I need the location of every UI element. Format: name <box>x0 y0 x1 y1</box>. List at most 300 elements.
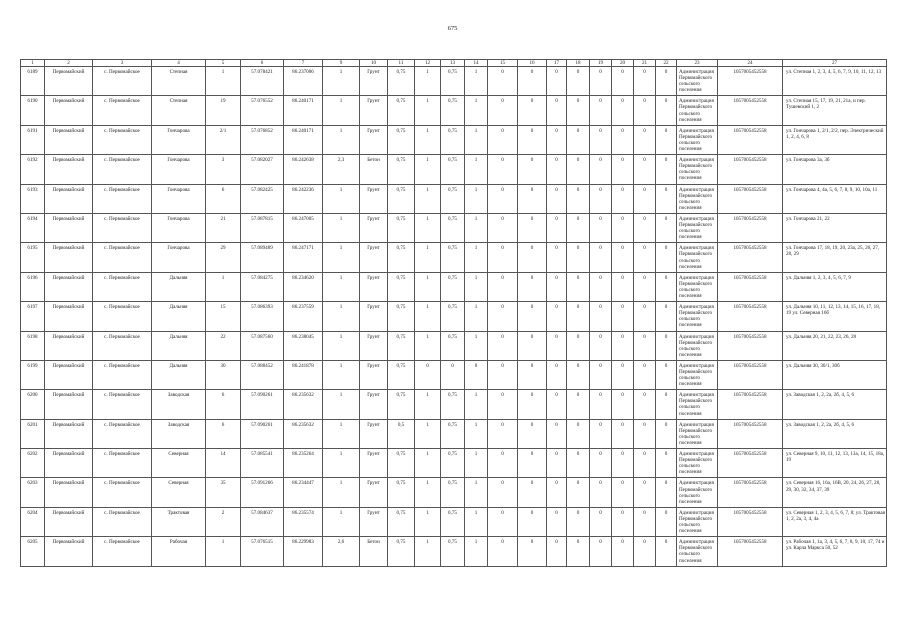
cell-col-15: 0 <box>488 331 518 360</box>
column-header-14: 14 <box>465 60 488 67</box>
cell-col-17: 0 <box>547 390 567 419</box>
cell-col-16: 0 <box>518 155 547 184</box>
cell-col-20: 0 <box>612 390 634 419</box>
cell-col-13: 0,75 <box>441 419 465 448</box>
cell-col-16: 0 <box>518 537 547 566</box>
cell-col-2: Первомайский <box>45 390 93 419</box>
cell-col-14: 0 <box>465 360 488 389</box>
cell-col-22: 0 <box>656 507 677 536</box>
cell-col-2: Первомайский <box>45 184 93 213</box>
cell-col-23: Администрация Первомайского сельского поселения <box>677 184 718 213</box>
cell-col-6: 57.087560 <box>241 331 284 360</box>
cell-col-6: 57.091266 <box>241 478 284 507</box>
cell-col-19: 0 <box>590 272 612 301</box>
cell-col-11: 0,75 <box>388 213 415 242</box>
table-row <box>21 155 887 184</box>
cell-col-10: Грунт <box>360 243 388 272</box>
cell-col-21: 0 <box>634 478 656 507</box>
cell-col-20: 0 <box>612 67 634 96</box>
cell-col-23: Администрация Первомайского сельского поселения <box>677 390 718 419</box>
cell-col-12: 1 <box>415 155 441 184</box>
cell-col-14: 1 <box>465 213 488 242</box>
cell-col-15: 0 <box>488 272 518 301</box>
cell-col-21: 0 <box>634 390 656 419</box>
cell-col-27: ул. Степная 15, 17, 19, 21, 21а, и пер. Тушевский 1, 2 <box>783 96 887 125</box>
cell-col-18: 0 <box>567 155 590 184</box>
cell-col-4: Трактовая <box>152 507 206 536</box>
cell-col-21: 0 <box>634 360 656 389</box>
cell-col-24: 1057005452558 <box>718 184 783 213</box>
cell-col-19: 0 <box>590 125 612 154</box>
cell-col-18: 0 <box>567 449 590 478</box>
cell-col-12: 1 <box>415 507 441 536</box>
cell-col-18: 0 <box>567 302 590 331</box>
cell-col-4: Гончарова <box>152 125 206 154</box>
cell-col-21: 0 <box>634 272 656 301</box>
cell-col-13: 0,75 <box>441 272 465 301</box>
column-header-11: 11 <box>388 60 415 67</box>
table-row <box>21 213 887 242</box>
cell-col-20: 0 <box>612 184 634 213</box>
cell-col-5: 6 <box>206 184 241 213</box>
table-row <box>21 507 887 536</box>
cell-col-24: 1057005452558 <box>718 507 783 536</box>
cell-col-21: 0 <box>634 507 656 536</box>
cell-col-21: 0 <box>634 243 656 272</box>
cell-col-14: 1 <box>465 184 488 213</box>
cell-col-27: ул. Дальняя 1, 2, 3, 4, 5, 6, 7, 9 <box>783 272 887 301</box>
cell-col-27: ул. Заводская 1, 2, 2а, 2б, 4, 5, 6 <box>783 419 887 448</box>
column-header-12: 12 <box>415 60 441 67</box>
cell-col-18: 0 <box>567 213 590 242</box>
cell-col-1: 6195 <box>21 243 45 272</box>
cell-col-15: 0 <box>488 184 518 213</box>
column-header-1: 1 <box>21 60 45 67</box>
cell-col-19: 0 <box>590 302 612 331</box>
cell-col-10: Грунт <box>360 331 388 360</box>
cell-col-5: 2 <box>206 507 241 536</box>
cell-col-3: с. Первомайское <box>93 478 152 507</box>
cell-col-5: 1 <box>206 67 241 96</box>
cell-col-9: 1 <box>323 184 360 213</box>
cell-col-7: 86.242236 <box>284 184 323 213</box>
cell-col-4: Гончарова <box>152 155 206 184</box>
cell-col-27: ул. Северная 16, 16а, 16В, 20, 24, 26, 27, 28, 29, 30, 32, 34, 37, 39 <box>783 478 887 507</box>
cell-col-13: 0,75 <box>441 390 465 419</box>
cell-col-7: 86.234447 <box>284 478 323 507</box>
cell-col-23: Администрация Первомайского сельского поселения <box>677 449 718 478</box>
cell-col-22: 0 <box>656 67 677 96</box>
table-body <box>21 67 887 567</box>
cell-col-15: 0 <box>488 302 518 331</box>
column-header-19: 19 <box>590 60 612 67</box>
cell-col-12: 1 <box>415 125 441 154</box>
cell-col-22: 0 <box>656 302 677 331</box>
cell-col-18: 0 <box>567 67 590 96</box>
cell-col-23: Администрация Первомайского сельского поселения <box>677 96 718 125</box>
cell-col-7: 86.247005 <box>284 213 323 242</box>
cell-col-5: 6 <box>206 390 241 419</box>
cell-col-4: Гончарова <box>152 184 206 213</box>
cell-col-12: 1 <box>415 184 441 213</box>
cell-col-24: 1057005452558 <box>718 360 783 389</box>
cell-col-18: 0 <box>567 184 590 213</box>
cell-col-10: Грунт <box>360 125 388 154</box>
table-row <box>21 478 887 507</box>
cell-col-14: 1 <box>465 243 488 272</box>
cell-col-23: Администрация Первомайского сельского поселения <box>677 155 718 184</box>
column-header-7: 7 <box>284 60 323 67</box>
table-row <box>21 302 887 331</box>
cell-col-19: 0 <box>590 419 612 448</box>
cell-col-13: 0,75 <box>441 507 465 536</box>
cell-col-23: Администрация Первомайского сельского поселения <box>677 67 718 96</box>
cell-col-12: 1 <box>415 67 441 96</box>
cell-col-13: 0,75 <box>441 243 465 272</box>
cell-col-13: 0,75 <box>441 96 465 125</box>
cell-col-2: Первомайский <box>45 360 93 389</box>
cell-col-16: 0 <box>518 507 547 536</box>
cell-col-14: 1 <box>465 125 488 154</box>
column-header-20: 20 <box>612 60 634 67</box>
cell-col-1: 6202 <box>21 449 45 478</box>
cell-col-4: Дальняя <box>152 272 206 301</box>
cell-col-1: 6204 <box>21 507 45 536</box>
cell-col-2: Первомайский <box>45 478 93 507</box>
cell-col-4: Рабочая <box>152 537 206 566</box>
table-row <box>21 360 887 389</box>
cell-col-12: 1 <box>415 537 441 566</box>
column-header-18: 18 <box>567 60 590 67</box>
cell-col-7: 86.240171 <box>284 96 323 125</box>
cell-col-6: 57.076515 <box>241 537 284 566</box>
cell-col-10: Грунт <box>360 213 388 242</box>
cell-col-14: 1 <box>465 507 488 536</box>
cell-col-14: 1 <box>465 331 488 360</box>
cell-col-27: ул. Гончарова 17, 18, 19, 20, 23а, 25, 26, 27, 28, 29 <box>783 243 887 272</box>
cell-col-5: 1 <box>206 272 241 301</box>
cell-col-15: 0 <box>488 243 518 272</box>
cell-col-23: Администрация Первомайского сельского поселения <box>677 537 718 566</box>
cell-col-14: 1 <box>465 478 488 507</box>
cell-col-3: с. Первомайское <box>93 243 152 272</box>
cell-col-4: Степная <box>152 67 206 96</box>
cell-col-17: 0 <box>547 331 567 360</box>
cell-col-23: Администрация Первомайского сельского поселения <box>677 213 718 242</box>
cell-col-11: 0,75 <box>388 478 415 507</box>
cell-col-5: 22 <box>206 331 241 360</box>
cell-col-21: 0 <box>634 419 656 448</box>
cell-col-16: 0 <box>518 419 547 448</box>
cell-col-3: с. Первомайское <box>93 96 152 125</box>
cell-col-3: с. Первомайское <box>93 419 152 448</box>
cell-col-19: 0 <box>590 184 612 213</box>
cell-col-11: 0,75 <box>388 96 415 125</box>
cell-col-23: Администрация Первомайского сельского поселения <box>677 360 718 389</box>
cell-col-15: 0 <box>488 360 518 389</box>
cell-col-10: Грунт <box>360 302 388 331</box>
cell-col-14: 1 <box>465 449 488 478</box>
cell-col-27: ул. Северная 1, 2, 3, 4, 5, 6, 7, 8; ул. Трактовая 1, 2, 2а, 3, 4, 4а <box>783 507 887 536</box>
cell-col-19: 0 <box>590 390 612 419</box>
cell-col-22: 0 <box>656 96 677 125</box>
cell-col-16: 0 <box>518 360 547 389</box>
cell-col-20: 0 <box>612 419 634 448</box>
cell-col-22: 0 <box>656 243 677 272</box>
cell-col-11: 0,75 <box>388 125 415 154</box>
cell-col-3: с. Первомайское <box>93 184 152 213</box>
cell-col-16: 0 <box>518 96 547 125</box>
cell-col-6: 57.082425 <box>241 184 284 213</box>
cell-col-21: 0 <box>634 184 656 213</box>
cell-col-7: 86.235632 <box>284 419 323 448</box>
cell-col-16: 0 <box>518 243 547 272</box>
cell-col-10: Грунт <box>360 478 388 507</box>
cell-col-13: 0,75 <box>441 213 465 242</box>
table-row <box>21 537 887 566</box>
cell-col-17: 0 <box>547 243 567 272</box>
cell-col-10: Грунт <box>360 449 388 478</box>
cell-col-16: 0 <box>518 390 547 419</box>
cell-col-24: 1057005452558 <box>718 419 783 448</box>
cell-col-12: 1 <box>415 272 441 301</box>
cell-col-3: с. Первомайское <box>93 67 152 96</box>
cell-col-5: 15 <box>206 302 241 331</box>
cell-col-13: 0,75 <box>441 331 465 360</box>
cell-col-17: 0 <box>547 537 567 566</box>
cell-col-6: 57.087815 <box>241 213 284 242</box>
table-row <box>21 243 887 272</box>
cell-col-9: 1 <box>323 96 360 125</box>
cell-col-12: 0 <box>415 360 441 389</box>
cell-col-4: Гончарова <box>152 213 206 242</box>
cell-col-4: Гончарова <box>152 243 206 272</box>
cell-col-15: 0 <box>488 478 518 507</box>
cell-col-7: 86.235574 <box>284 507 323 536</box>
cell-col-6: 57.086393 <box>241 302 284 331</box>
cell-col-24: 1057005452558 <box>718 243 783 272</box>
cell-col-16: 0 <box>518 331 547 360</box>
cell-col-1: 6191 <box>21 125 45 154</box>
cell-col-17: 0 <box>547 184 567 213</box>
cell-col-5: 6 <box>206 419 241 448</box>
cell-col-16: 0 <box>518 302 547 331</box>
cell-col-19: 0 <box>590 331 612 360</box>
cell-col-4: Северная <box>152 449 206 478</box>
cell-col-15: 0 <box>488 537 518 566</box>
cell-col-27: ул. Гончарова 4, 4а, 5, 6, 7, 8, 9, 10, 10а, 11 <box>783 184 887 213</box>
table-row <box>21 96 887 125</box>
cell-col-19: 0 <box>590 155 612 184</box>
column-header-15: 15 <box>488 60 518 67</box>
cell-col-1: 6189 <box>21 67 45 96</box>
cell-col-1: 6197 <box>21 302 45 331</box>
cell-col-9: 2,6 <box>323 537 360 566</box>
cell-col-24: 1057005452558 <box>718 213 783 242</box>
cell-col-2: Первомайский <box>45 96 93 125</box>
cell-col-16: 0 <box>518 272 547 301</box>
cell-col-20: 0 <box>612 478 634 507</box>
cell-col-10: Грунт <box>360 96 388 125</box>
cell-col-22: 0 <box>656 537 677 566</box>
cell-col-23: Администрация Первомайского сельского поселения <box>677 243 718 272</box>
cell-col-5: 2/1 <box>206 125 241 154</box>
cell-col-7: 86.237559 <box>284 302 323 331</box>
cell-col-9: 1 <box>323 213 360 242</box>
cell-col-23: Администрация Первомайского сельского поселения <box>677 125 718 154</box>
cell-col-19: 0 <box>590 213 612 242</box>
cell-col-10: Грунт <box>360 67 388 96</box>
cell-col-24: 1057005452558 <box>718 272 783 301</box>
cell-col-21: 0 <box>634 213 656 242</box>
cell-col-20: 0 <box>612 213 634 242</box>
cell-col-10: Бетон <box>360 155 388 184</box>
cell-col-6: 57.082027 <box>241 155 284 184</box>
cell-col-10: Бетон <box>360 537 388 566</box>
cell-col-3: с. Первомайское <box>93 331 152 360</box>
cell-col-10: Грунт <box>360 390 388 419</box>
cell-col-15: 0 <box>488 213 518 242</box>
cell-col-24: 1057005452558 <box>718 125 783 154</box>
cell-col-20: 0 <box>612 96 634 125</box>
cell-col-14: 1 <box>465 272 488 301</box>
cell-col-14: 1 <box>465 302 488 331</box>
cell-col-21: 0 <box>634 155 656 184</box>
cell-col-20: 0 <box>612 507 634 536</box>
table-row <box>21 331 887 360</box>
cell-col-6: 57.089489 <box>241 243 284 272</box>
cell-col-23: Администрация Первомайского сельского поселения <box>677 478 718 507</box>
cell-col-11: 0,75 <box>388 390 415 419</box>
cell-col-7: 86.229983 <box>284 537 323 566</box>
cell-col-5: 1 <box>206 537 241 566</box>
cell-col-11: 0,75 <box>388 272 415 301</box>
cell-col-3: с. Первомайское <box>93 302 152 331</box>
cell-col-27: ул. Степная 1, 2, 3, 4, 5, 6, 7, 9, 10, 11, 12, 13 <box>783 67 887 96</box>
cell-col-7: 86.247171 <box>284 243 323 272</box>
cell-col-27: ул. Дальняя 20, 21, 22, 23, 26, 28 <box>783 331 887 360</box>
cell-col-27: ул. Северная 9, 10, 11, 12, 13, 13а, 14, 15, 18а, 19 <box>783 449 887 478</box>
cell-col-19: 0 <box>590 449 612 478</box>
cell-col-2: Первомайский <box>45 125 93 154</box>
cell-col-20: 0 <box>612 125 634 154</box>
cell-col-1: 6200 <box>21 390 45 419</box>
table-row <box>21 67 887 96</box>
cell-col-7: 86.237006 <box>284 67 323 96</box>
cell-col-22: 0 <box>656 213 677 242</box>
cell-col-5: 19 <box>206 96 241 125</box>
cell-col-2: Первомайский <box>45 507 93 536</box>
table-row <box>21 272 887 301</box>
cell-col-11: 0,75 <box>388 507 415 536</box>
cell-col-21: 0 <box>634 331 656 360</box>
cell-col-18: 0 <box>567 360 590 389</box>
cell-col-2: Первомайский <box>45 272 93 301</box>
cell-col-9: 1 <box>323 67 360 96</box>
column-header-21: 21 <box>634 60 656 67</box>
cell-col-5: 30 <box>206 360 241 389</box>
cell-col-22: 0 <box>656 272 677 301</box>
cell-col-21: 0 <box>634 537 656 566</box>
cell-col-5: 29 <box>206 243 241 272</box>
cell-col-12: 1 <box>415 243 441 272</box>
cell-col-13: 0,75 <box>441 184 465 213</box>
cell-col-12: 1 <box>415 96 441 125</box>
column-header-23: 23 <box>677 60 718 67</box>
cell-col-10: Грунт <box>360 507 388 536</box>
cell-col-6: 57.084637 <box>241 507 284 536</box>
cell-col-1: 6199 <box>21 360 45 389</box>
cell-col-16: 0 <box>518 67 547 96</box>
cell-col-13: 0,75 <box>441 449 465 478</box>
cell-col-14: 1 <box>465 96 488 125</box>
cell-col-9: 2,3 <box>323 155 360 184</box>
cell-col-7: 86.238045 <box>284 331 323 360</box>
cell-col-5: 3 <box>206 155 241 184</box>
cell-col-16: 0 <box>518 125 547 154</box>
cell-col-2: Первомайский <box>45 419 93 448</box>
cell-col-13: 0,75 <box>441 537 465 566</box>
cell-col-2: Первомайский <box>45 449 93 478</box>
cell-col-10: Грунт <box>360 184 388 213</box>
cell-col-19: 0 <box>590 537 612 566</box>
cell-col-11: 0,75 <box>388 184 415 213</box>
cell-col-4: Дальняя <box>152 302 206 331</box>
column-header-22: 22 <box>656 60 677 67</box>
cell-col-13: 0,75 <box>441 302 465 331</box>
cell-col-12: 1 <box>415 449 441 478</box>
column-header-16: 16 <box>518 60 547 67</box>
cell-col-11: 0,75 <box>388 331 415 360</box>
cell-col-18: 0 <box>567 478 590 507</box>
cell-col-13: 0 <box>441 360 465 389</box>
cell-col-23: Администрация Первомайского сельского поселения <box>677 507 718 536</box>
cell-col-11: 0,5 <box>388 419 415 448</box>
cell-col-22: 0 <box>656 419 677 448</box>
cell-col-2: Первомайский <box>45 331 93 360</box>
cell-col-22: 0 <box>656 478 677 507</box>
cell-col-14: 1 <box>465 419 488 448</box>
cell-col-3: с. Первомайское <box>93 449 152 478</box>
column-header-24: 24 <box>718 60 783 67</box>
cell-col-12: 1 <box>415 213 441 242</box>
cell-col-14: 1 <box>465 155 488 184</box>
cell-col-3: с. Первомайское <box>93 390 152 419</box>
cell-col-17: 0 <box>547 96 567 125</box>
cell-col-17: 0 <box>547 213 567 242</box>
cell-col-20: 0 <box>612 537 634 566</box>
cell-col-24: 1057005452558 <box>718 155 783 184</box>
cell-col-17: 0 <box>547 125 567 154</box>
cell-col-7: 86.241878 <box>284 360 323 389</box>
cell-col-14: 1 <box>465 537 488 566</box>
column-header-27: 27 <box>783 60 887 67</box>
cell-col-20: 0 <box>612 272 634 301</box>
column-header-5: 5 <box>206 60 241 67</box>
cell-col-6: 57.076852 <box>241 125 284 154</box>
cell-col-15: 0 <box>488 419 518 448</box>
cell-col-11: 0,75 <box>388 155 415 184</box>
cell-col-20: 0 <box>612 155 634 184</box>
cell-col-21: 0 <box>634 302 656 331</box>
cell-col-15: 0 <box>488 390 518 419</box>
cell-col-19: 0 <box>590 67 612 96</box>
cell-col-1: 6196 <box>21 272 45 301</box>
cell-col-22: 0 <box>656 360 677 389</box>
cell-col-19: 0 <box>590 507 612 536</box>
cell-col-13: 0,75 <box>441 67 465 96</box>
cell-col-18: 0 <box>567 507 590 536</box>
